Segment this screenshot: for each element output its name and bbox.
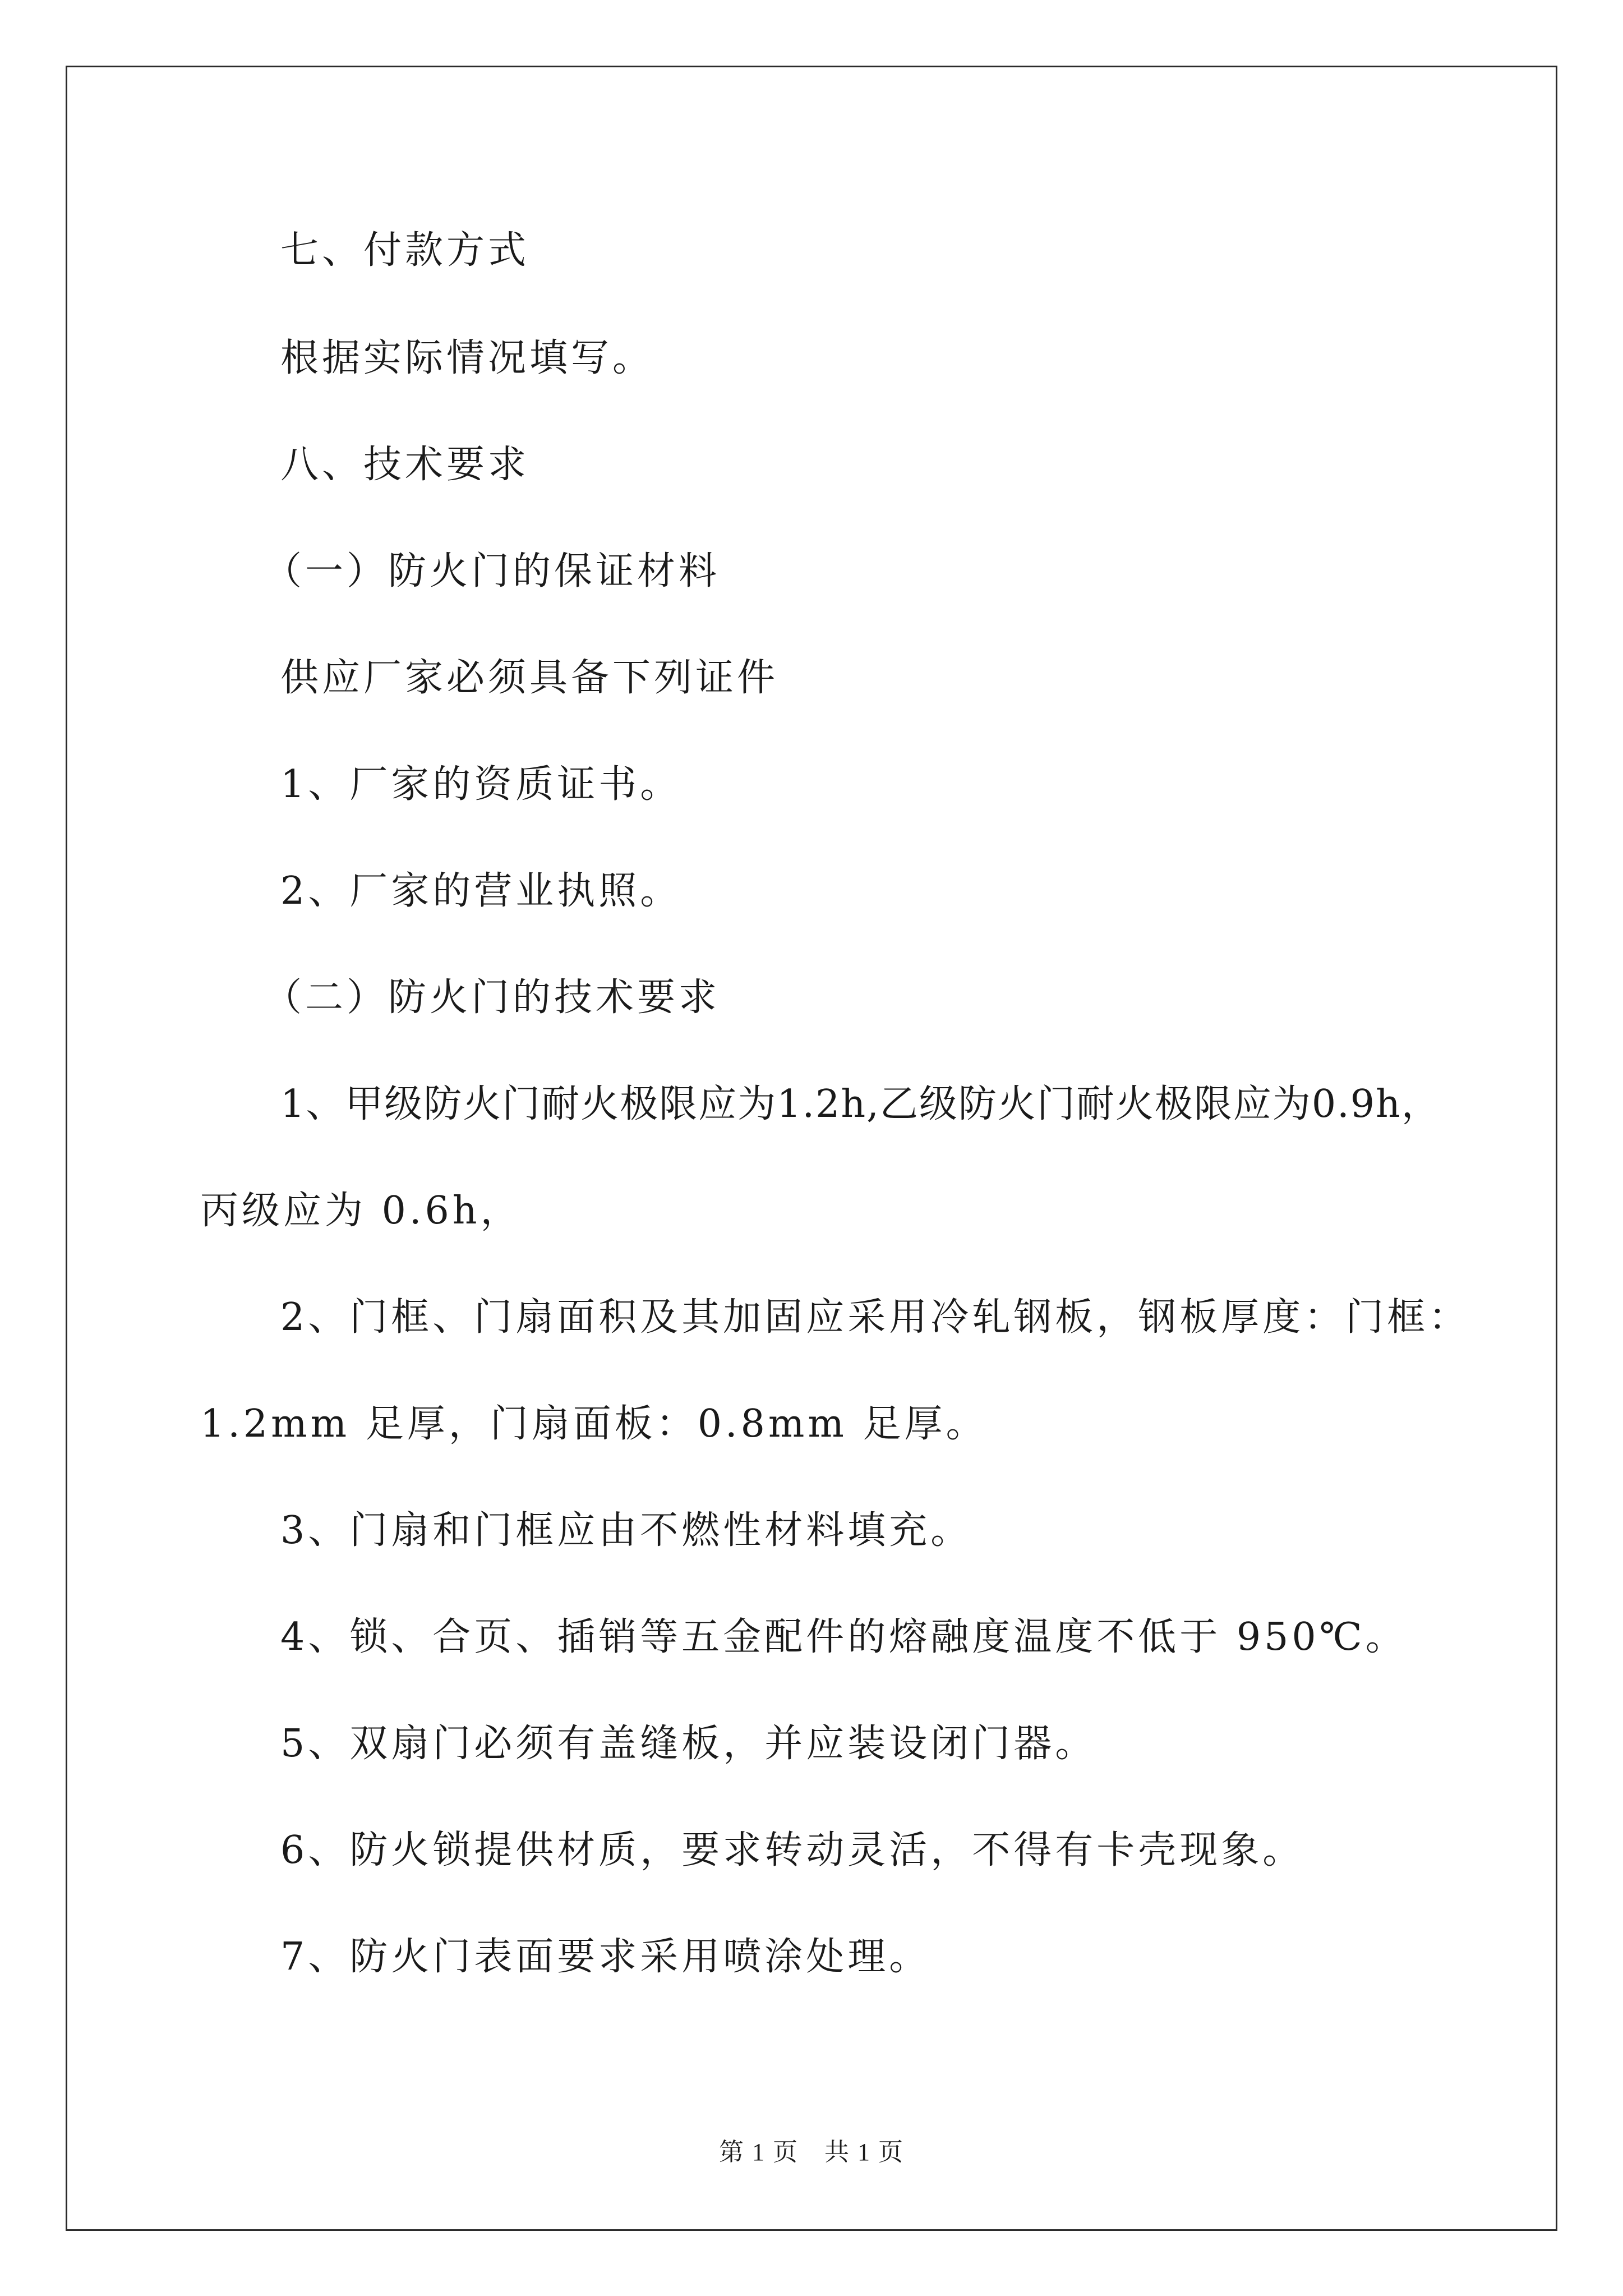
list-item: 5、双扇门必须有盖缝板，并应装设闭门器。 — [280, 1722, 1097, 1766]
list-item: 1、厂家的资质证书。 — [280, 762, 682, 807]
list-item: 1、甲级防火门耐火极限应为1.2h,乙级防火门耐火极限应为0.9h， — [280, 1082, 1441, 1126]
page-border — [66, 66, 1557, 2231]
list-item: 7、防火门表面要求采用喷涂处理。 — [280, 1935, 931, 1979]
list-item: 3、门扇和门框应由不燃性材料填充。 — [280, 1508, 972, 1553]
paragraph: 供应厂家必须具备下列证件 — [280, 656, 779, 700]
list-item-continuation: 1.2mm 足厚，门扇面板：0.8mm 足厚。 — [200, 1402, 988, 1446]
list-item: 4、锁、合页、插销等五金配件的熔融度温度不低于 950℃。 — [280, 1615, 1407, 1659]
section-heading-technical: 八、技术要求 — [280, 443, 530, 487]
subsection-heading: （一）防火门的保证材料 — [264, 549, 721, 593]
list-item: 2、厂家的营业执照。 — [280, 869, 682, 913]
page-number-footer: 第 1 页 共 1 页 — [719, 2138, 904, 2166]
subsection-heading: （二）防火门的技术要求 — [264, 976, 721, 1020]
section-heading-payment: 七、付款方式 — [280, 228, 530, 273]
list-item: 6、防火锁提供材质，要求转动灵活，不得有卡壳现象。 — [280, 1828, 1304, 1872]
list-item-continuation: 丙级应为 0.6h， — [200, 1189, 522, 1233]
paragraph: 根据实际情况填写。 — [280, 336, 654, 380]
list-item: 2、门框、门扇面积及其加固应采用冷轧钢板，钢板厚度：门框： — [280, 1295, 1470, 1340]
